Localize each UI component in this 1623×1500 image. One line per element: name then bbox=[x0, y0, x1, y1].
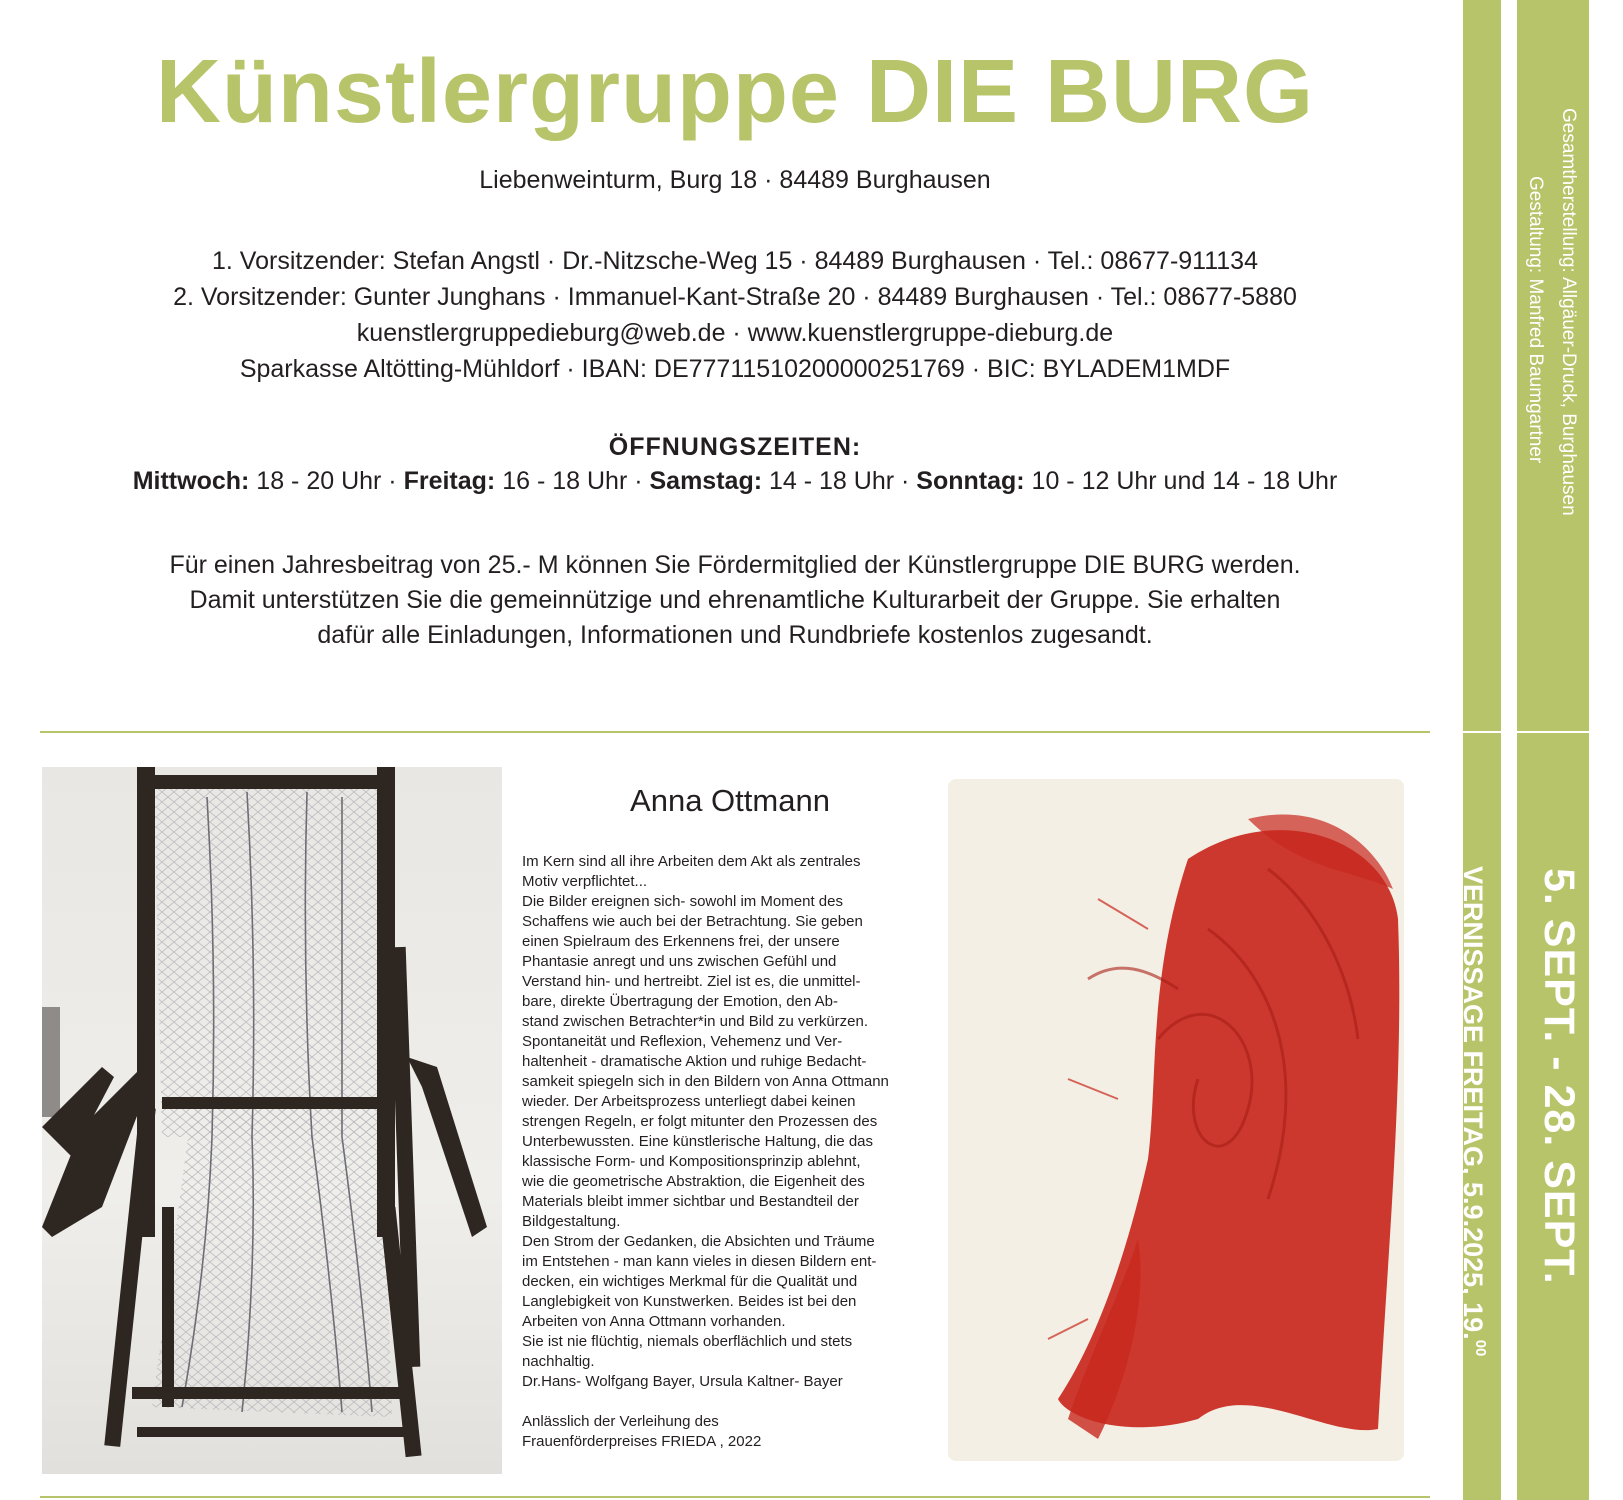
hours-time: 10 - 12 Uhr und 14 - 18 Uhr bbox=[1024, 467, 1338, 495]
article-line: Unterbewussten. Eine künstlerische Haltung, die das bbox=[522, 1133, 874, 1150]
exhibition-dates: 5. SEPT. - 28. SEPT. bbox=[1535, 868, 1583, 1285]
article-line: Anlässlich der Verleihung des bbox=[522, 1413, 719, 1430]
contact-line-web: kuenstlergruppedieburg@web.de · www.kuenstlergruppe-dieburg.de bbox=[356, 319, 1114, 347]
article-line: haltenheit - dramatische Aktion und ruhige Bedacht- bbox=[522, 1053, 867, 1070]
article-line: Die Bilder ereignen sich- sowohl im Moment des bbox=[522, 893, 843, 910]
article-line: Sie ist nie flüchtig, niemals oberflächlich und stets bbox=[522, 1333, 853, 1350]
credit-print: Gesamtherstellung: Allgäuer-Druck, Burghausen bbox=[1558, 108, 1579, 516]
hours-day: Freitag: bbox=[403, 467, 496, 495]
contact-line-2: 2. Vorsitzender: Gunter Junghans · Immanuel-Kant-Straße 20 · 84489 Burghausen · Tel.: 08677-5880 bbox=[173, 283, 1297, 311]
article-line: bare, direkte Übertragung der Emotion, den Ab- bbox=[522, 993, 839, 1010]
article-line: Materials bleibt immer sichtbar und Bestandteil der bbox=[522, 1193, 859, 1210]
article-line: Dr.Hans- Wolfgang Bayer, Ursula Kaltner- Bayer bbox=[522, 1373, 843, 1390]
address: Liebenweinturm, Burg 18 · 84489 Burghausen bbox=[479, 166, 991, 194]
vernissage-info bbox=[1457, 866, 1496, 1356]
membership-line-2: Damit unterstützen Sie die gemeinnützige und ehrenamtliche Kulturarbeit der Gruppe. Sie erhalten bbox=[189, 586, 1281, 614]
membership-line-1: Für einen Jahresbeitrag von 25.- M können Sie Fördermitglied der Künstlergruppe DIE BURG werden. bbox=[169, 551, 1301, 579]
article-line: klassische Form- und Kompositionsprinzip ablehnt, bbox=[522, 1153, 861, 1170]
hours-separator: · bbox=[894, 467, 917, 495]
article-line: Motiv verpflichtet... bbox=[522, 873, 648, 890]
hours-time: 18 - 20 Uhr bbox=[249, 467, 382, 495]
article-line: wieder. Der Arbeitsprozess unterliegt dabei keinen bbox=[522, 1093, 856, 1110]
article-line: einen Spielraum des Erkennens frei, der unsere bbox=[522, 933, 840, 950]
bottom-divider bbox=[40, 1496, 1430, 1498]
article-line: Im Kern sind all ihre Arbeiten dem Akt als zentrales bbox=[522, 853, 861, 870]
article-line: decken, ein wichtiges Merkmal für die Qualität und bbox=[522, 1273, 858, 1290]
article-line: im Entstehen - man kann vieles in diesen Bildern ent- bbox=[522, 1253, 877, 1270]
article-line: stand zwischen Betrachter*in und Bild zu verkürzen. bbox=[522, 1013, 869, 1030]
membership-line-3: dafür alle Einladungen, Informationen und Rundbriefe kostenlos zugesandt. bbox=[317, 621, 1153, 649]
chair-sculpture-photo bbox=[42, 767, 502, 1474]
article-line: Schaffens wie auch bei der Betrachtung. Sie geben bbox=[522, 913, 863, 930]
red-abstract-painting bbox=[948, 779, 1404, 1461]
hours-day: Mittwoch: bbox=[132, 467, 250, 495]
contact-line-1: 1. Vorsitzender: Stefan Angstl · Dr.-Nitzsche-Weg 15 · 84489 Burghausen · Tel.: 08677-911134 bbox=[212, 247, 1258, 275]
hours-day: Samstag: bbox=[649, 467, 763, 495]
article-line: Langlebigkeit von Kunstwerken. Beides ist bei den bbox=[522, 1293, 857, 1310]
hours-separator: · bbox=[381, 467, 404, 495]
page-title: Künstlergruppe DIE BURG bbox=[155, 42, 1315, 142]
article-line: strengen Regeln, er folgt mitunter den Prozessen des bbox=[522, 1113, 878, 1130]
hours-time: 14 - 18 Uhr bbox=[762, 467, 895, 495]
hours-time: 16 - 18 Uhr bbox=[495, 467, 628, 495]
article-line: Verstand hin- und hertreibt. Ziel ist es, die unmittel- bbox=[522, 973, 861, 990]
artist-name: Anna Ottmann bbox=[630, 783, 830, 818]
article-line: nachhaltig. bbox=[522, 1353, 595, 1370]
article-spacer bbox=[522, 1392, 940, 1412]
article-line: Spontaneität und Reflexion, Vehemenz und Ver- bbox=[522, 1033, 843, 1050]
article-line: samkeit spiegeln sich in den Bildern von Anna Ottmann bbox=[522, 1073, 889, 1090]
contact-line-bank: Sparkasse Altötting-Mühldorf · IBAN: DE77711510200000251769 · BIC: BYLADEM1MDF bbox=[239, 355, 1231, 383]
hours-separator: · bbox=[627, 467, 650, 495]
credit-design: Gestaltung: Manfred Baumgartner bbox=[1525, 176, 1546, 464]
article-line: Frauenförderpreises FRIEDA , 2022 bbox=[522, 1433, 762, 1450]
sidebar-gap bbox=[1463, 731, 1589, 733]
article-line: wie die geometrische Abstraktion, die Eigenheit des bbox=[522, 1173, 865, 1190]
article-line: Bildgestaltung. bbox=[522, 1213, 621, 1230]
vernissage-minutes: 00 bbox=[1472, 1339, 1489, 1357]
opening-hours-heading: ÖFFNUNGSZEITEN: bbox=[608, 433, 862, 461]
article-text bbox=[522, 852, 940, 1452]
opening-hours-line bbox=[40, 465, 1430, 497]
section-divider bbox=[40, 731, 1430, 733]
article-line: Den Strom der Gedanken, die Absichten und Träume bbox=[522, 1233, 875, 1250]
article-line: Phantasie anregt und uns zwischen Gefühl und bbox=[522, 953, 837, 970]
vernissage-text: VERNISSAGE FREITAG, 5.9.2025, 19. bbox=[1458, 866, 1488, 1340]
article-line: Arbeiten von Anna Ottmann vorhanden. bbox=[522, 1313, 786, 1330]
hours-day: Sonntag: bbox=[916, 467, 1025, 495]
